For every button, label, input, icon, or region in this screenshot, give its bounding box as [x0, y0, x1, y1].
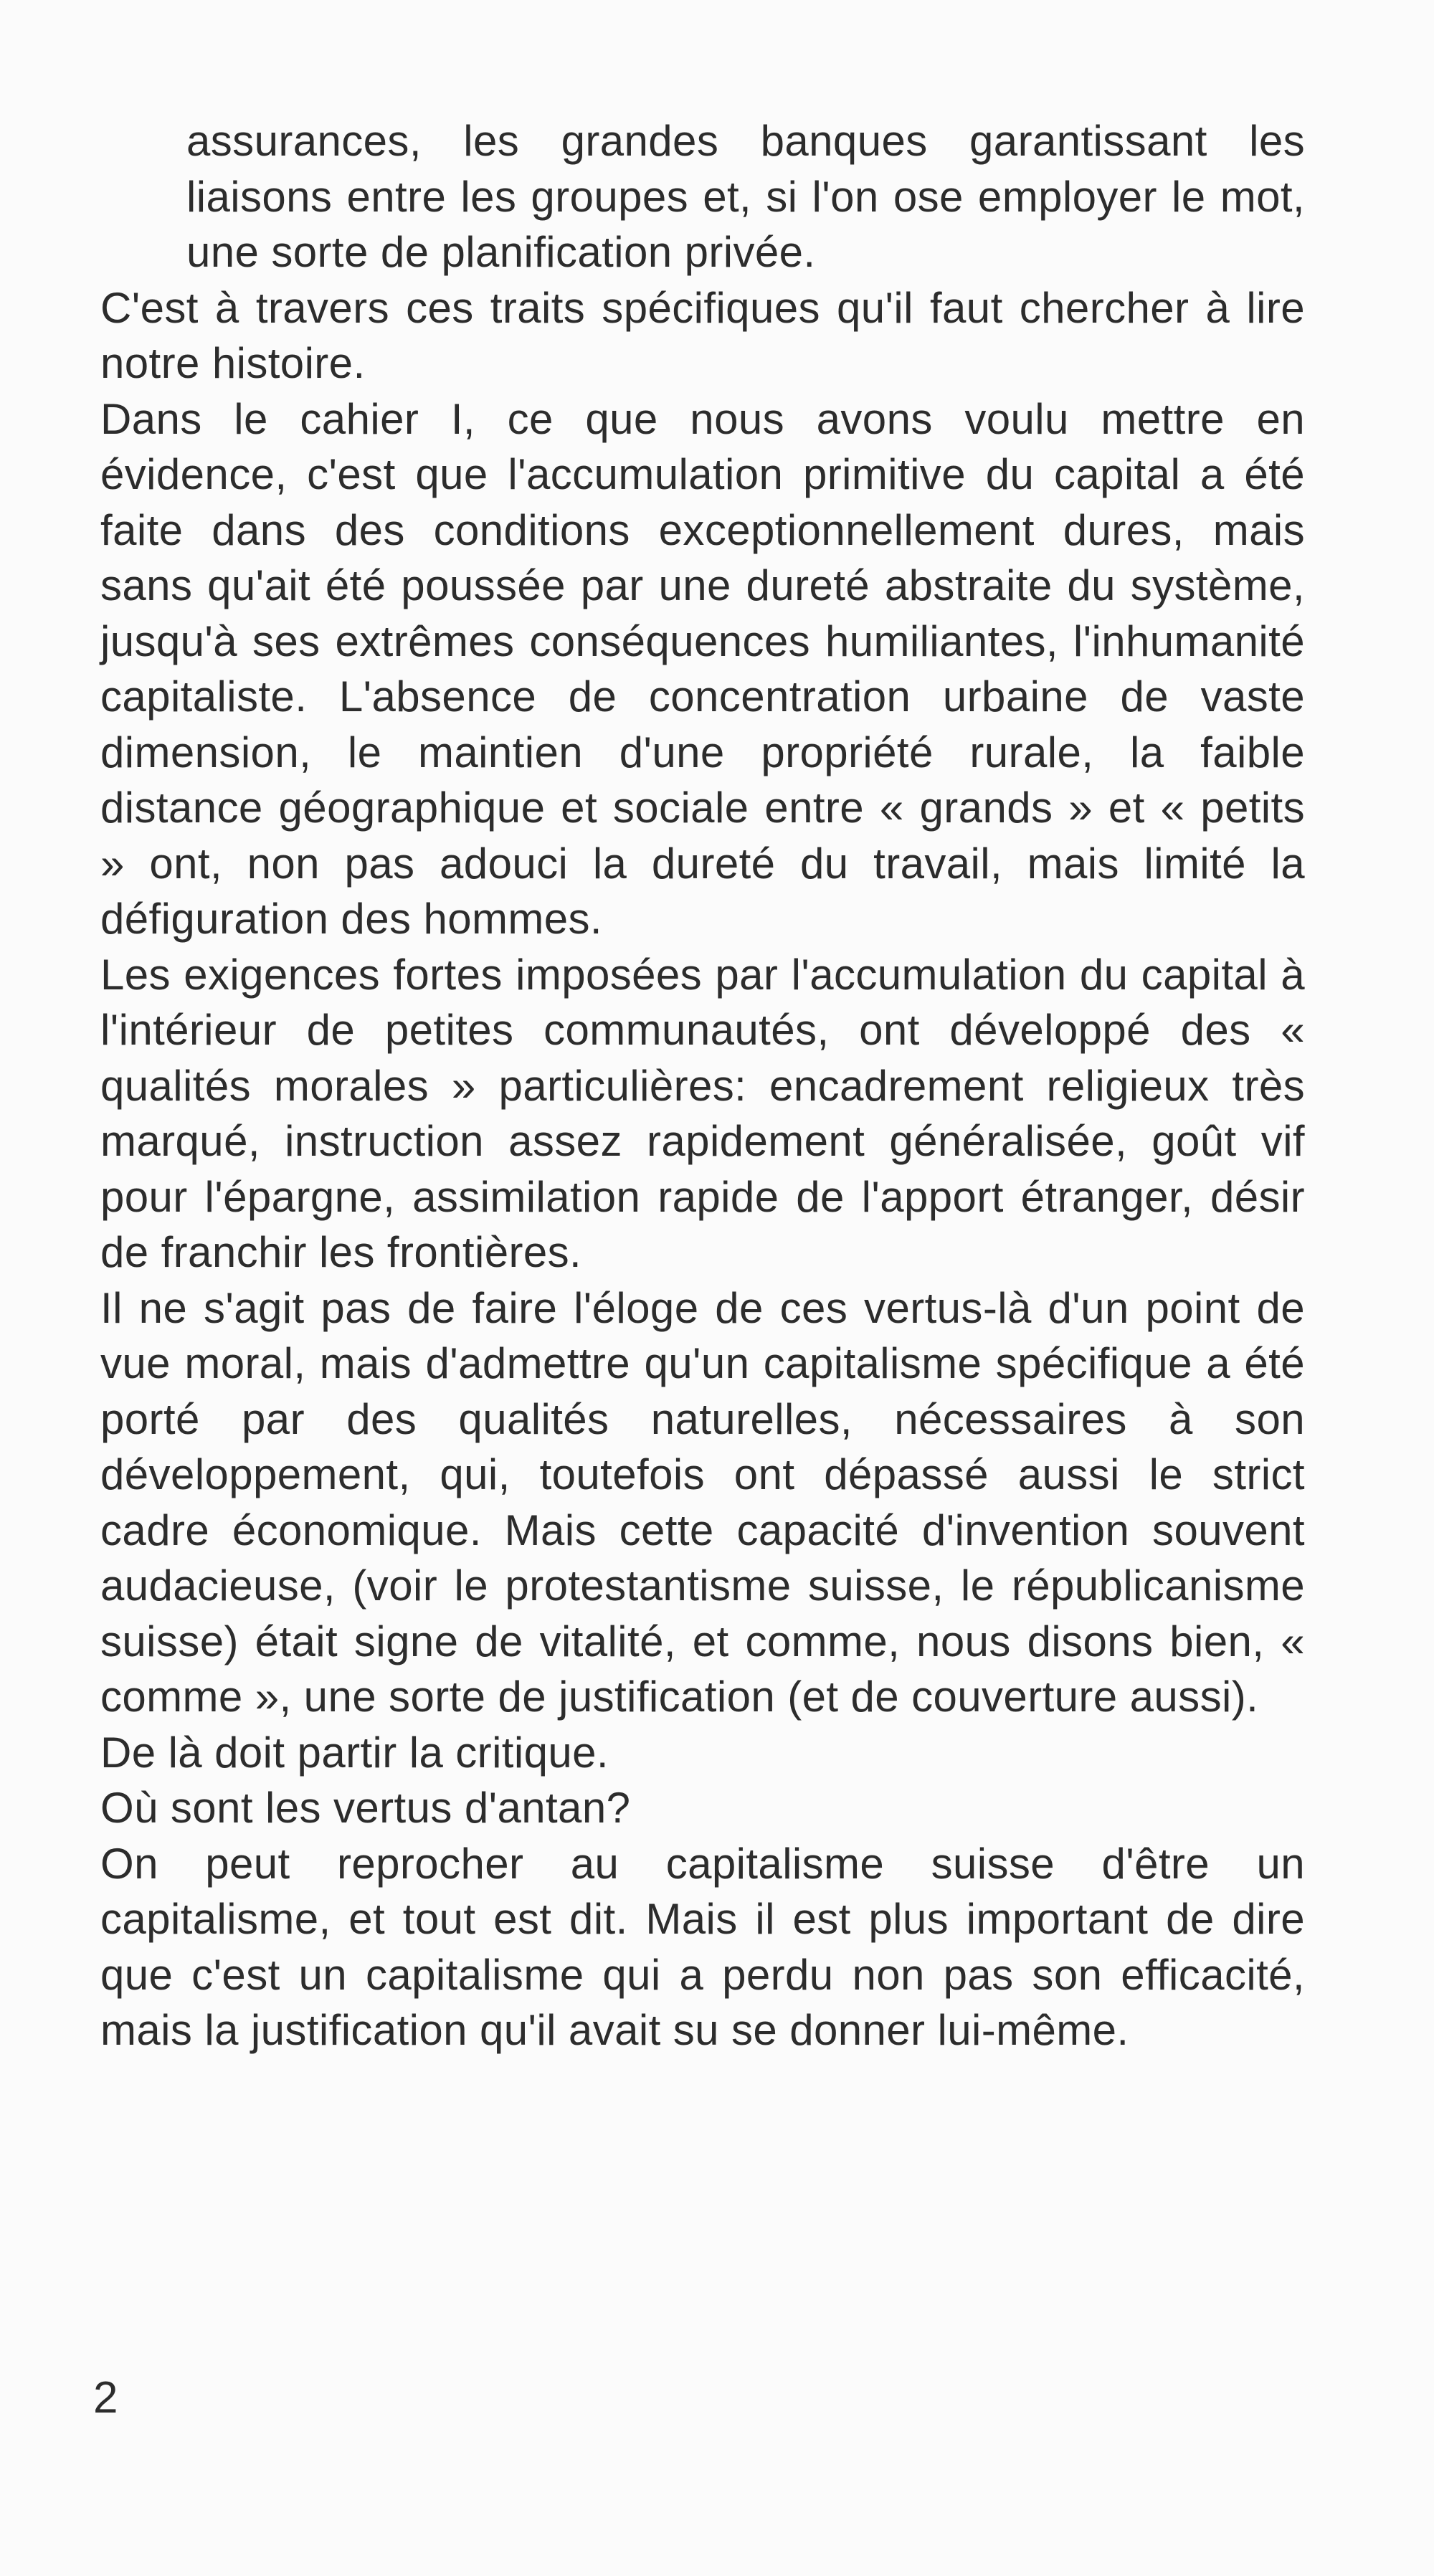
paragraph-continuation: assurances, les grandes banques garantissant les liaisons entre les groupes et, si l'on ose employer le mot, une sorte de planification privée.	[186, 117, 1305, 276]
page-number: 2	[93, 2373, 118, 2423]
paragraph: De là doit partir la critique.	[100, 1728, 609, 1777]
paragraph: Où sont les vertus d'antan?	[100, 1784, 631, 1832]
paragraph: Il ne s'agit pas de faire l'éloge de ces vertus-là d'un point de vue moral, mais d'admettre qu'un capitalisme spécifique a été porté par des qualités naturelles, nécessaires à son développement, qui, toutefois ont dépassé aussi le strict cadre économique. Mais cette capacité d'invention souvent audacieuse, (voir le protestantisme suisse, le républicanisme suisse) était signe de vitalité, et comme, nous disons bien, « comme », une sorte de justification (et de couverture aussi).	[100, 1283, 1305, 1721]
body-text	[100, 113, 1305, 2058]
paragraph: Dans le cahier I, ce que nous avons voulu mettre en évidence, c'est que l'accumulation primitive du capital a été faite dans des conditions exceptionnellement dures, mais sans qu'ait été poussée par une dureté abstraite du système, jusqu'à ses extrêmes conséquences humiliantes, l'inhumanité capitaliste. L'absence de concentration urbaine de vaste dimension, le maintien d'une propriété rurale, la faible distance géographique et sociale entre « grands » et « petits » ont, non pas adouci la dureté du travail, mais limité la défiguration des hommes.	[100, 394, 1305, 943]
paragraph: On peut reprocher au capitalisme suisse d'être un capitalisme, et tout est dit. Mais il est plus important de dire que c'est un capitalisme qui a perdu non pas son efficacité, mais la justification qu'il avait su se donner lui-même.	[100, 1839, 1305, 2054]
paragraph: Les exigences fortes imposées par l'accumulation du capital à l'intérieur de petites communautés, ont développé des « qualités morales » particulières: encadrement religieux très marqué, instruction assez rapidement généralisée, goût vif pour l'épargne, assimilation rapide de l'apport étranger, désir de franchir les frontières.	[100, 950, 1305, 1276]
paragraph: C'est à travers ces traits spécifiques qu'il faut chercher à lire notre histoire.	[100, 283, 1305, 387]
